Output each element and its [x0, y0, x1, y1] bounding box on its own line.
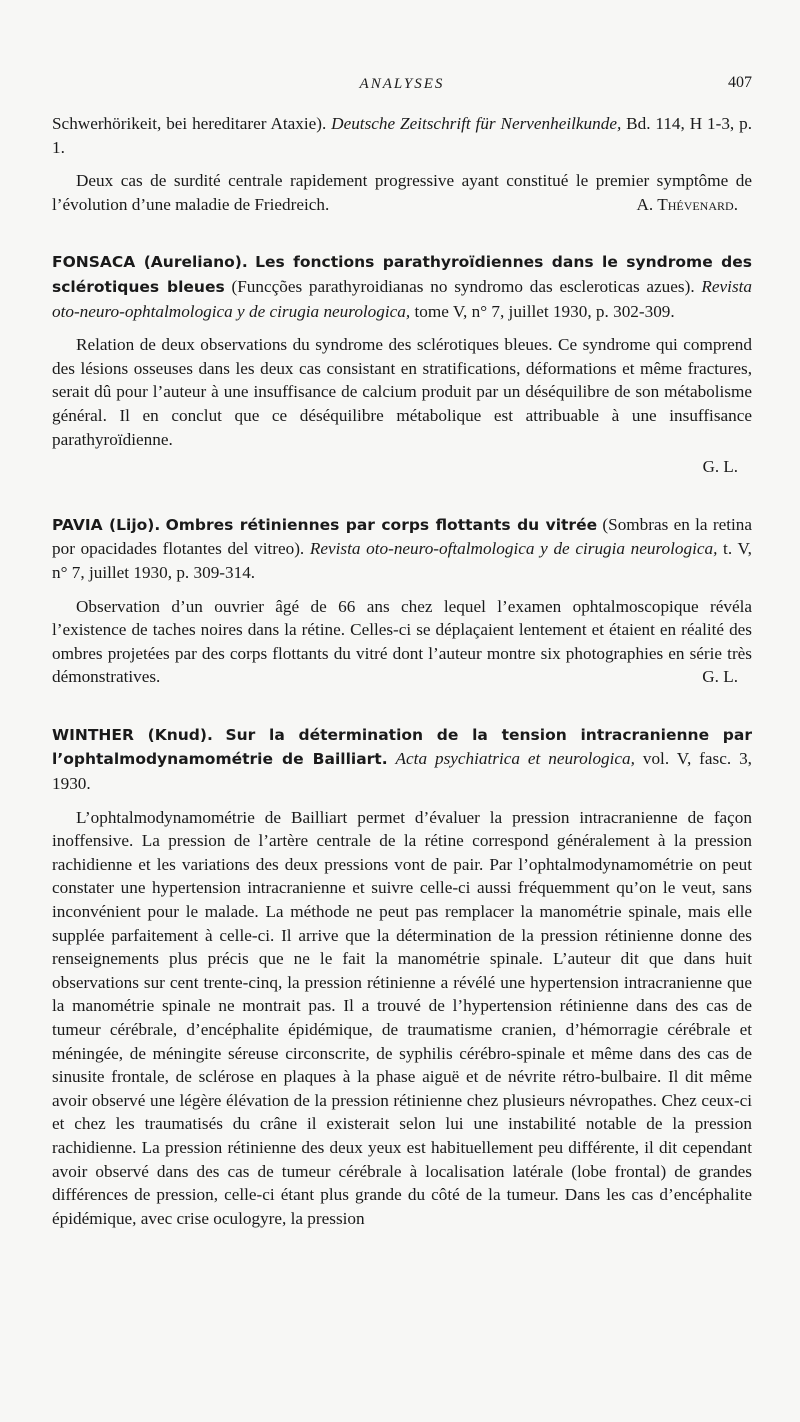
running-header: [52, 72, 752, 102]
original-title: (Funcções parathyroidianas no syndromo das escleroticas azues).: [224, 276, 702, 296]
abstract-text: Deux cas de surdité centrale rapidement progressive ayant constitué le premier symptôme de l’évolution d’une maladie de Friedreich. A. Thévenard.: [52, 169, 752, 216]
entry-heading: [52, 513, 752, 585]
review-entry: [52, 723, 752, 1230]
abstract-text: Relation de deux observations du syndrome des sclérotiques bleues. Ce syndrome qui comprend des lésions osseuses dans les deux cas consistant en stratifications, déformations et même fractures, serait dû pour l’auteur à une insuffisance de calcium produit par un déséquilibre de son métabolisme général. Il en conclut que ce déséquilibre métabolique est attribuable à une insuffisance parathyroïdienne.: [52, 335, 752, 449]
entry-title: Les fonctions parathyroïdiennes dans le syndrome des sclérotiques bleues: [52, 253, 752, 296]
journal-name: Revista oto-neuro-ophtalmologica y de cirugia neurologica,: [52, 276, 752, 321]
original-title: (Sombras en la retina por opacidades flotantes del vitreo).: [52, 514, 752, 559]
page: [52, 72, 752, 1230]
reviewer-signature: G. L.: [702, 667, 738, 687]
entry-title: Sur la détermination de la tension intracranienne par l’ophtalmodynamométrie de Bailliart.: [52, 725, 752, 769]
citation-details: tome V, n° 7, juillet 1930, p. 302-309.: [410, 301, 675, 321]
citation-tail: Bd. 114, H 1-3, p. 1.: [52, 114, 752, 157]
entry-heading: [52, 723, 752, 796]
original-title: [388, 749, 396, 768]
abstract-text: Observation d’un ouvrier âgé de 66 ans chez lequel l’examen ophtalmoscopique révéla l’existence de taches noires dans la rétine. Celles-ci se déplaçaient lentement et étaient en réalité des ombres projetées par des corps flottants du vitré dont l’auteur montre six photographies en série très démonstratives. G. L.: [52, 595, 752, 689]
entry-title: Ombres rétiniennes par corps flottants du vitrée: [165, 515, 598, 534]
continued-entry: [52, 112, 752, 216]
entry-author: FONSACA (Aureliano).: [52, 253, 248, 272]
entry-author: PAVIA (Lijo).: [52, 515, 161, 534]
reviewer-signature: A. Thévenard.: [636, 194, 738, 214]
review-entry: [52, 513, 752, 689]
citation-text: Schwerhörikeit, bei hereditarer Ataxie).: [52, 114, 332, 133]
journal-name: Acta psychiatrica et neurologica,: [395, 749, 635, 769]
entry-heading: [52, 250, 752, 323]
running-title: ANALYSES: [359, 76, 445, 92]
citation: [52, 112, 752, 159]
entry-author: WINTHER (Knud).: [52, 725, 213, 744]
citation-details: t. V, n° 7, juillet 1930, p. 309-314.: [52, 539, 752, 582]
review-entry: [52, 250, 752, 478]
reviewer-signature: G. L.: [702, 457, 738, 477]
citation-details: vol. V, fasc. 3, 1930.: [52, 749, 752, 794]
page-number: 407: [728, 74, 752, 91]
abstract-text: L’ophtalmodynamométrie de Bailliart permet d’évaluer la pression intracranienne de façon inoffensive. La pression de l’artère centrale de la rétine correspond généralement à la pression rachidienne et les variations des deux pressions vont de pair. Par l’ophtalmodynamométrie on peut constater une hypertension intracranienne et suivre celle-ci aussi fréquemment qu’on le veut, sans inconvénient pour le malade. La méthode ne peut pas remplacer la manométrie spinale, mais elle supplée parfaitement à celle-ci. Il arrive que la détermination de la pression rétinienne donne des renseignements plus précis que ne le fait la manométrie spinale. L’auteur dit que dans huit observations sur cent trente-cinq, la pression rétinienne a révélé une hypertension intracranienne que la manométrie spinale ne montrait pas. Il a trouvé de l’hypertension rétinienne dans des cas de tumeur cérébrale, d’encéphalite épidémique, de traumatisme cranien, d’hémorragie cérébrale et méningée, de méningite séreuse circonscrite, de syphilis cérébro-spinale et même dans des cas de sinusite frontale, de sclérose en plaques à la phase aiguë et de névrite rétro-bulbaire. Il dit même avoir observé une légère élévation de la pression rétinienne chez plusieurs névropathes. Chez ceux-ci et chez les traumatisés du crâne il existerait selon lui une instabilité notable de la pression rachidienne. La pression rétinienne des deux yeux est habituellement peu différente, il dit cependant avoir observé dans des cas de tumeur cérébrale à localisation latérale (lobe frontal) de grandes différences de pression, celle-ci étant plus grande du côté de la tumeur. Dans les cas d’encéphalite épidémique, avec crise oculogyre, la pression: [52, 807, 752, 1228]
journal-name: Revista oto-neuro-oftalmologica y de cirugia neurologica,: [309, 539, 718, 559]
journal-name: Deutsche Zeitschrift für Nervenheilkunde,: [331, 114, 622, 133]
